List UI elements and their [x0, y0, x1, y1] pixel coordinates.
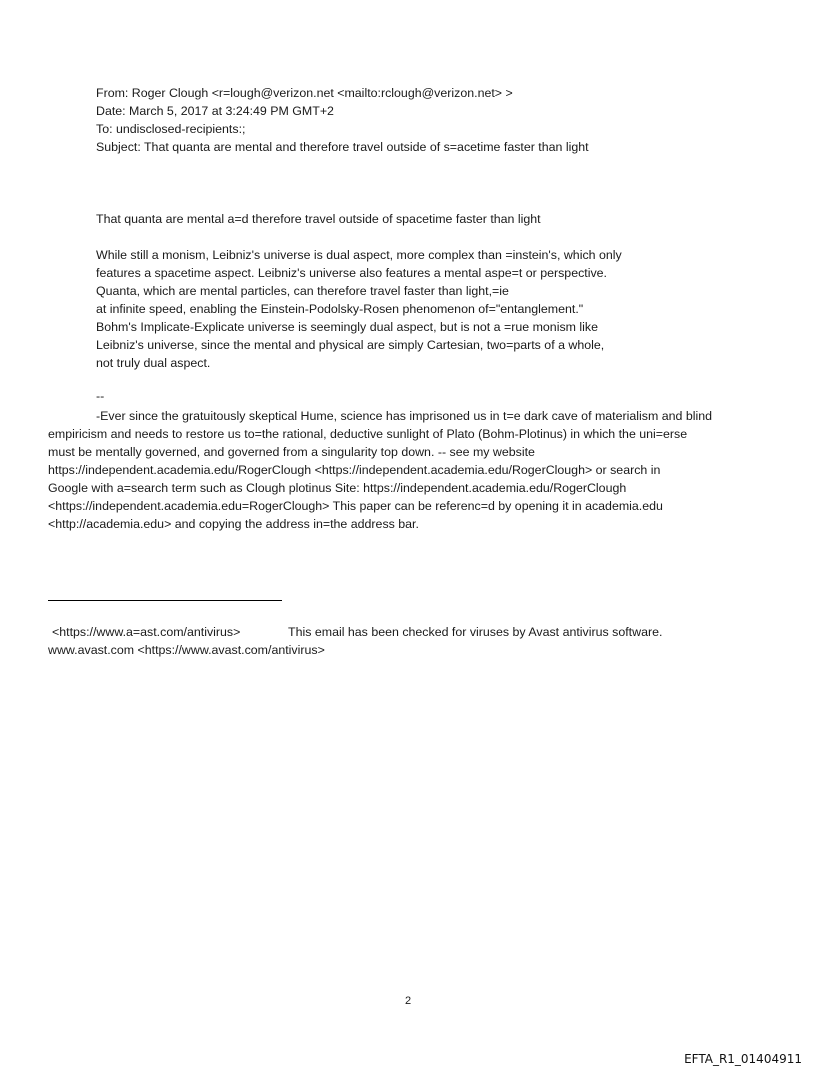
paragraph-line: Quanta, which are mental particles, can therefore travel faster than light,=ie — [96, 284, 509, 298]
signature-separator: -- — [96, 389, 105, 403]
avast-link[interactable]: <https://www.a=ast.com/antivirus> — [52, 625, 241, 639]
signature-line: empiricism and needs to restore us to=the rational, deductive sunlight of Plato (Bohm-Plotinus) in which the uni=erse — [48, 427, 688, 441]
body-title: That quanta are mental a=d therefore travel outside of spacetime faster than light — [96, 212, 541, 226]
from-line: From: Roger Clough <r=lough@verizon.net <mailto:rclough@verizon.net> > — [96, 86, 513, 100]
date-line: Date: March 5, 2017 at 3:24:49 PM GMT+2 — [96, 104, 334, 118]
paragraph-line: While still a monism, Leibniz's universe is dual aspect, more complex than =instein's, which only — [96, 248, 622, 262]
signature-line: -Ever since the gratuitously skeptical Hume, science has imprisoned us in t=e dark cave of materialism and blind — [96, 409, 713, 423]
avast-notice: This email has been checked for viruses by Avast antivirus software. — [288, 625, 663, 639]
signature-line: Google with a=search term such as Clough plotinus Site: https://independent.academia.edu/RogerClough — [48, 481, 627, 495]
signature-line: <https://independent.academia.edu=RogerClough> This paper can be referenc=d by opening it in academia.edu — [48, 499, 663, 513]
footer-divider — [48, 600, 282, 601]
avast-website[interactable]: www.avast.com <https://www.avast.com/antivirus> — [48, 643, 325, 657]
paragraph-line: features a spacetime aspect. Leibniz's universe also features a mental aspe=t or perspective. — [96, 266, 608, 280]
bates-number: EFTA_R1_01404911 — [684, 1052, 802, 1066]
page-number: 2 — [404, 995, 412, 1007]
signature-line: must be mentally governed, and governed from a singularity top down. -- see my website — [48, 445, 535, 459]
signature-line: https://independent.academia.edu/RogerClough <https://independent.academia.edu/RogerClough> or search in — [48, 463, 661, 477]
to-line: To: undisclosed-recipients:; — [96, 122, 246, 136]
paragraph-line: Bohm's Implicate-Explicate universe is seemingly dual aspect, but is not a =rue monism like — [96, 320, 599, 334]
subject-line: Subject: That quanta are mental and therefore travel outside of s=acetime faster than light — [96, 140, 589, 154]
paragraph-line: Leibniz's universe, since the mental and physical are simply Cartesian, two=parts of a whole, — [96, 338, 605, 352]
signature-line: <http://academia.edu> and copying the address in=the address bar. — [48, 517, 419, 531]
paragraph-line: at infinite speed, enabling the Einstein-Podolsky-Rosen phenomenon of="entanglement." — [96, 302, 584, 316]
paragraph-line: not truly dual aspect. — [96, 356, 211, 370]
